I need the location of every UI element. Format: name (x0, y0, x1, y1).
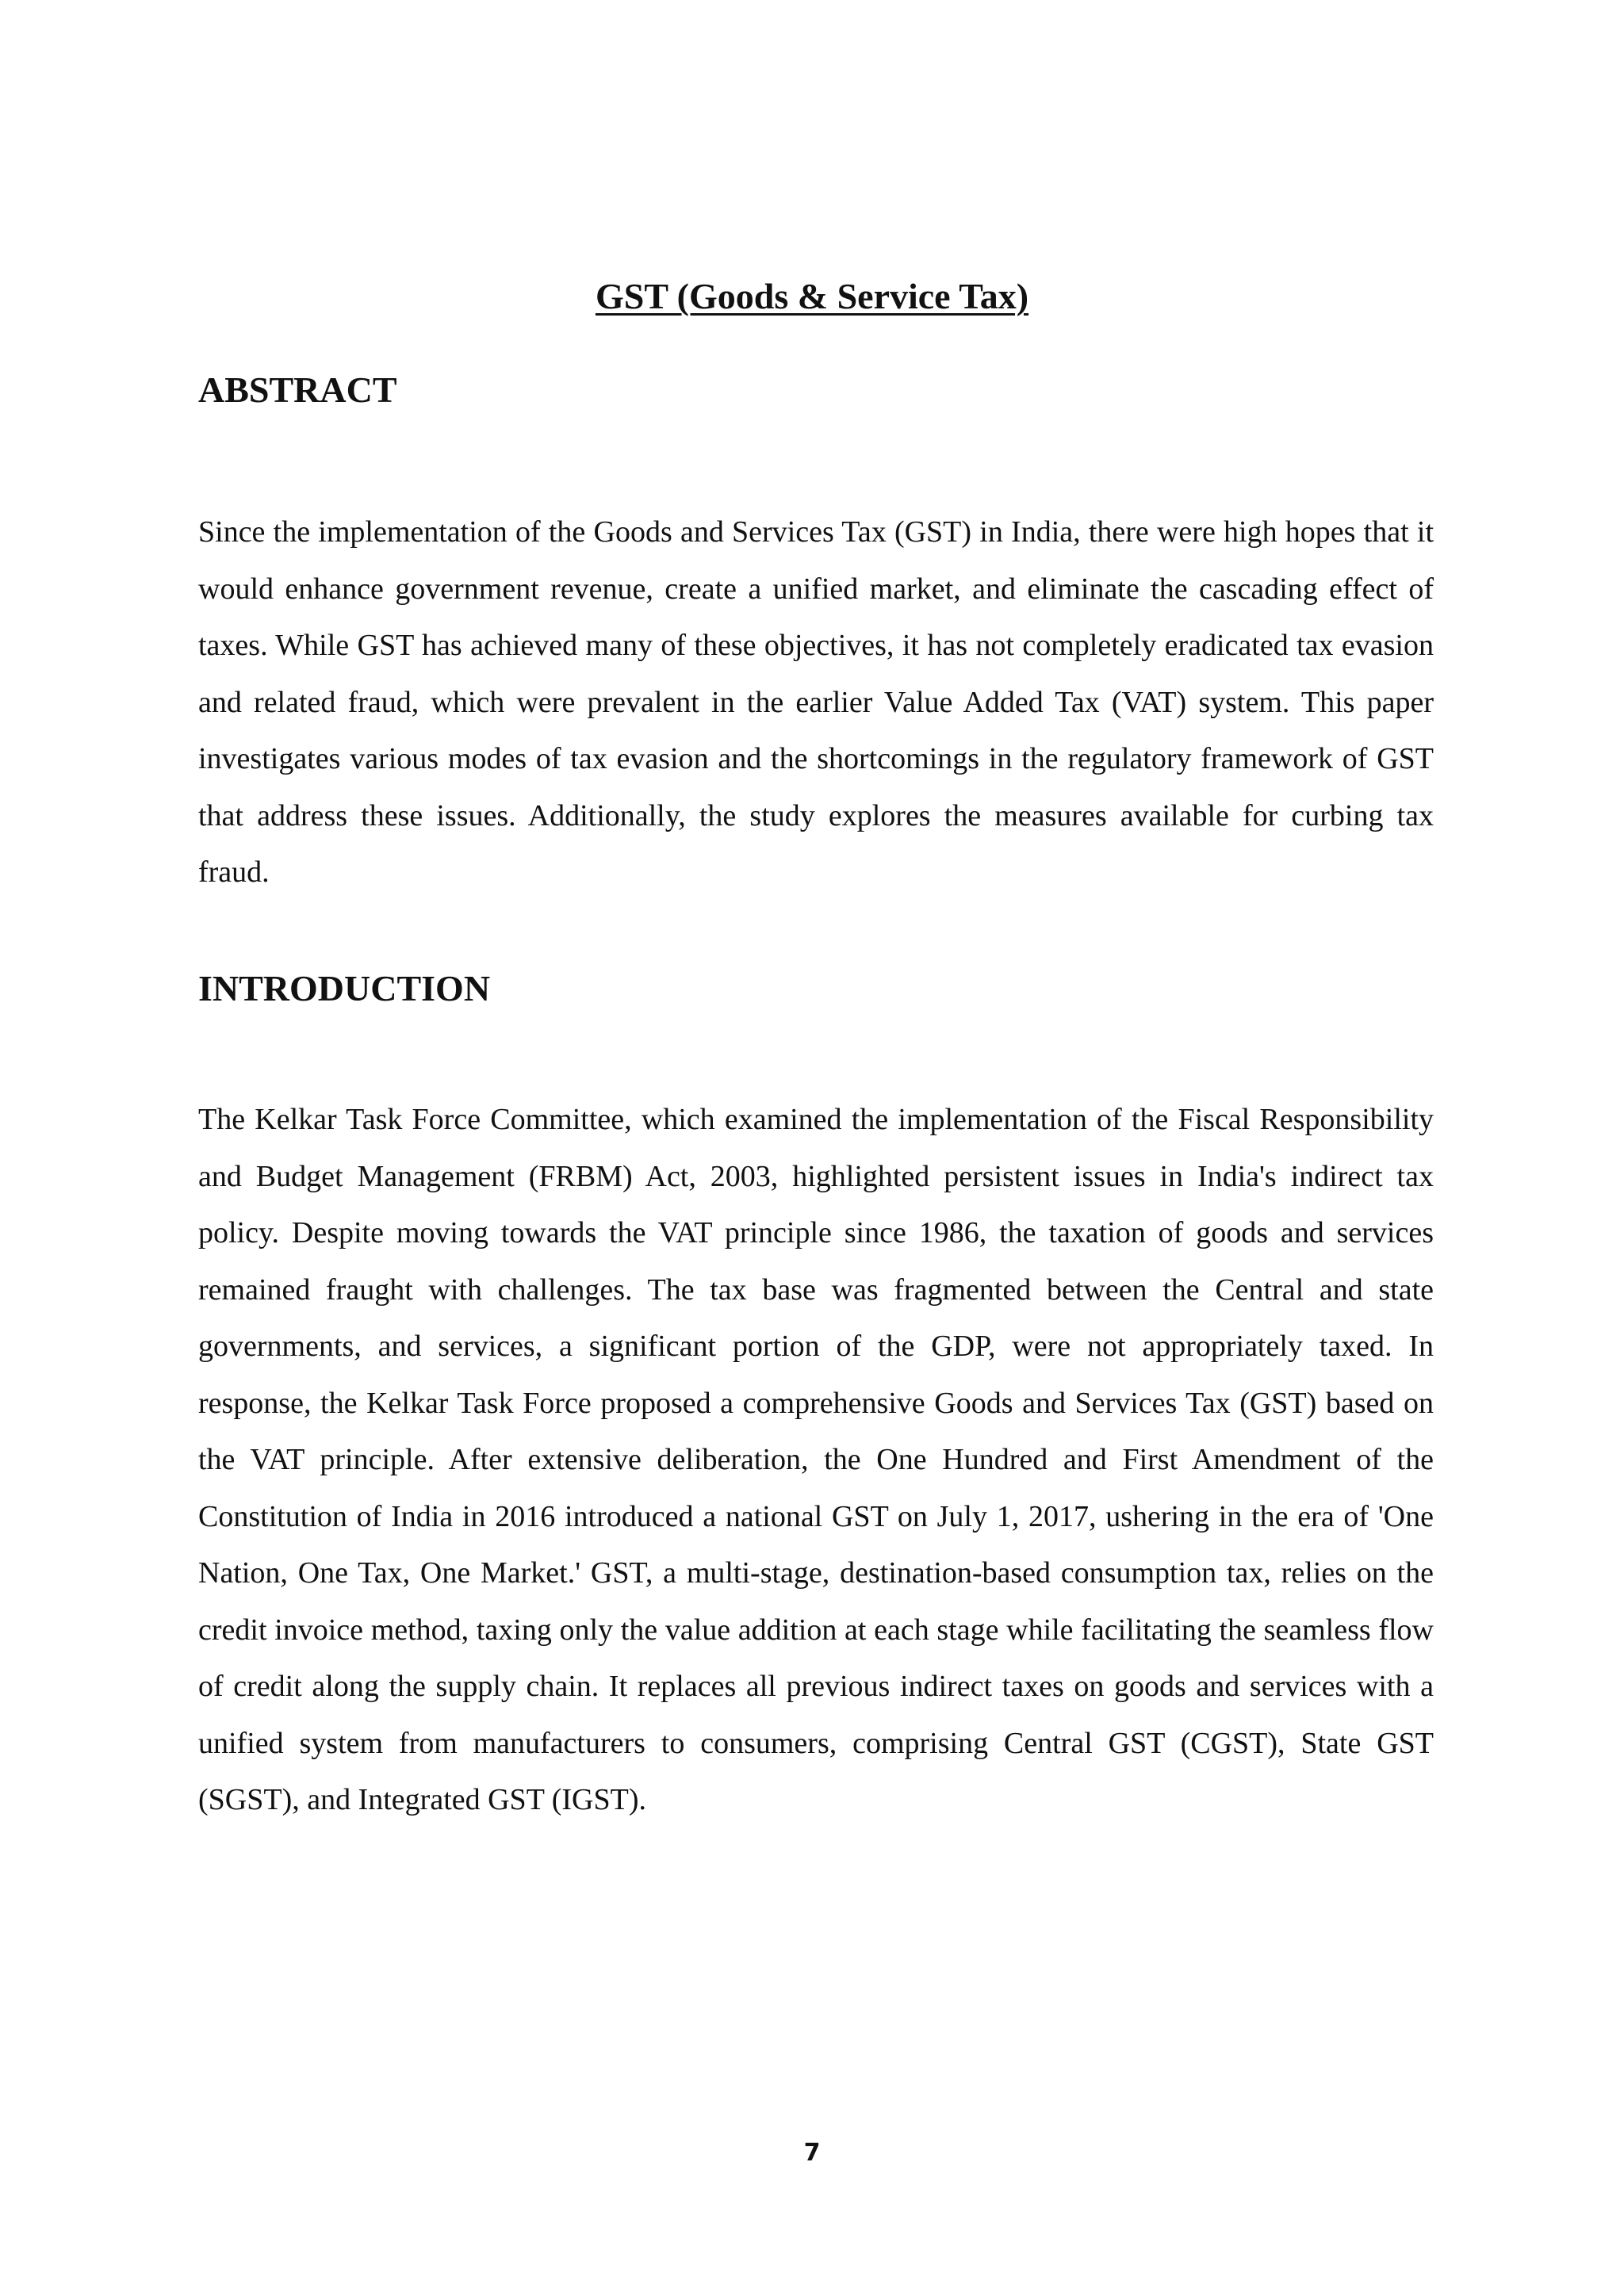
introduction-paragraph: The Kelkar Task Force Committee, which examined the implementation of the Fiscal Responsibility and Budget Management (FRBM) Act, 2003, highlighted persistent issues in India's indirect tax policy. Despite moving towards the VAT principle since 1986, the taxation of goods and services remained fraught with challenges. The tax base was fragmented between the Central and state governments, and services, a significant portion of the GDP, were not appropriately taxed. In response, the Kelkar Task Force proposed a comprehensive Goods and Services Tax (GST) based on the VAT principle. After extensive deliberation, the One Hundred and First Amendment of the Constitution of India in 2016 introduced a national GST on July 1, 2017, ushering in the era of 'One Nation, One Tax, One Market.' GST, a multi-stage, destination-based consumption tax, relies on the credit invoice method, taxing only the value addition at each stage while facilitating the seamless flow of credit along the supply chain. It replaces all previous indirect taxes on goods and services with a unified system from manufacturers to consumers, comprising Central GST (CGST), State GST (SGST), and Integrated GST (IGST). (198, 1103, 1434, 1816)
abstract-heading: ABSTRACT (198, 369, 397, 410)
introduction-heading: INTRODUCTION (198, 968, 491, 1008)
page-number: 7 (803, 2139, 821, 2167)
abstract-paragraph: Since the implementation of the Goods and Services Tax (GST) in India, there were high hopes that it would enhance government revenue, create a unified market, and eliminate the cascading effect of taxes. While GST has achieved many of these objectives, it has not completely eradicated tax evasion and related fraud, which were prevalent in the earlier Value Added Tax (VAT) system. This paper investigates various modes of tax evasion and the shortcomings in the regulatory framework of GST that address these issues. Additionally, the study explores the measures available for curbing tax fraud. (198, 515, 1434, 889)
document-title: GST (Goods & Service Tax) (595, 276, 1029, 316)
